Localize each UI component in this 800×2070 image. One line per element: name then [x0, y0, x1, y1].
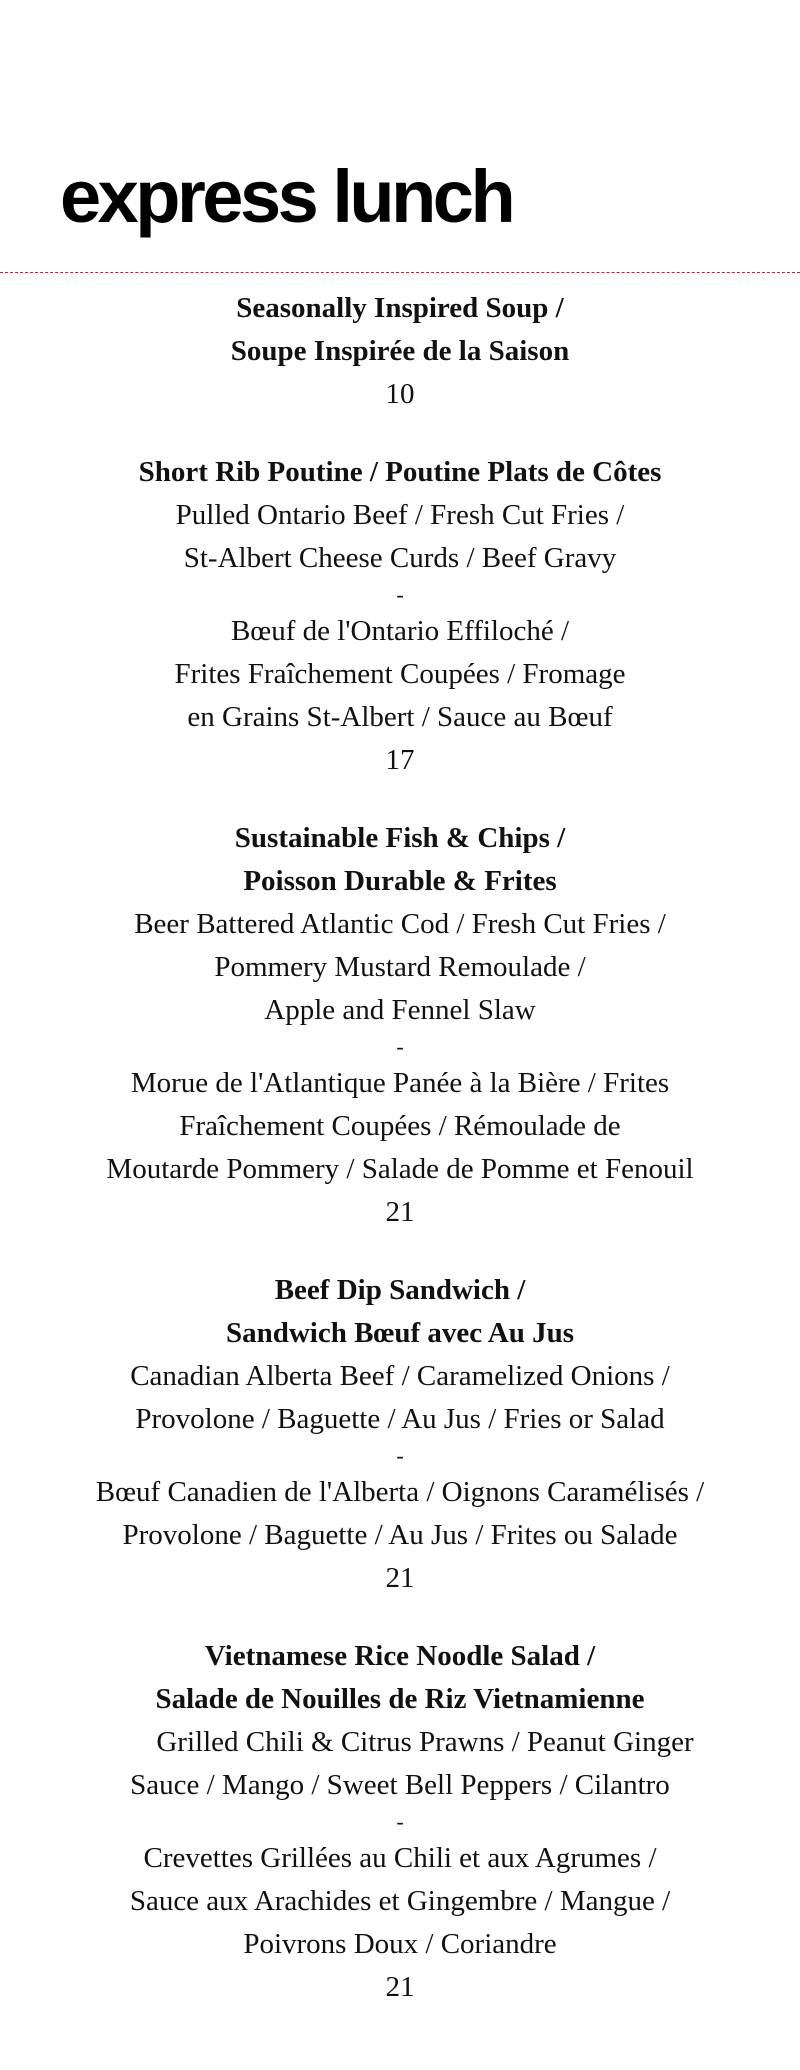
- item-description-en: Pulled Ontario Beef / Fresh Cut Fries /: [175, 499, 625, 531]
- item-description-en: Pommery Mustard Remoulade /: [214, 951, 586, 983]
- item-description-fr: Bœuf de l'Ontario Effiloché /: [230, 615, 570, 647]
- item-name: Seasonally Inspired Soup /: [236, 292, 564, 324]
- menu-title: express lunch: [60, 155, 513, 238]
- item-description-en: St-Albert Cheese Curds / Beef Gravy: [183, 542, 617, 574]
- item-description-en: Grilled Chili & Citrus Prawns / Peanut Ginger: [156, 1726, 694, 1758]
- item-name: Poisson Durable & Frites: [243, 865, 557, 897]
- item-description-fr: Crevettes Grillées au Chili et aux Agrumes /: [143, 1842, 657, 1874]
- menu-item-beef-dip: [0, 1269, 800, 1600]
- item-description-en: Beer Battered Atlantic Cod / Fresh Cut Fries /: [134, 908, 666, 940]
- item-name: Short Rib Poutine / Poutine Plats de Côtes: [138, 456, 662, 488]
- item-description-fr: Bœuf Canadien de l'Alberta / Oignons Caramélisés /: [95, 1476, 705, 1508]
- item-description-fr: en Grains St-Albert / Sauce au Bœuf: [187, 701, 613, 733]
- menu-item-soup: [0, 287, 800, 416]
- item-description-fr: Poivrons Doux / Coriandre: [243, 1928, 557, 1960]
- language-separator: -: [396, 1034, 404, 1059]
- item-description-fr: Fraîchement Coupées / Rémoulade de: [179, 1110, 621, 1142]
- item-description-fr: Frites Fraîchement Coupées / Fromage: [174, 658, 626, 690]
- item-description-fr: Provolone / Baguette / Au Jus / Frites ou Salade: [122, 1519, 678, 1551]
- language-separator: -: [396, 1809, 404, 1834]
- menu-list: [0, 287, 800, 2044]
- item-description-fr: Sauce aux Arachides et Gingembre / Mangue /: [129, 1885, 671, 1917]
- item-name: Soupe Inspirée de la Saison: [230, 335, 570, 367]
- item-price: 21: [385, 1971, 415, 2003]
- item-price: 21: [385, 1562, 415, 1594]
- item-name: Sandwich Bœuf avec Au Jus: [225, 1317, 575, 1349]
- item-description-en: Apple and Fennel Slaw: [264, 994, 536, 1026]
- menu-item-noodle-salad: [0, 1635, 800, 2009]
- dashed-divider: [0, 272, 800, 273]
- item-description-en: Canadian Alberta Beef / Caramelized Onions /: [130, 1360, 670, 1392]
- item-name: Vietnamese Rice Noodle Salad /: [204, 1640, 596, 1672]
- menu-item-poutine: [0, 451, 800, 782]
- item-price: 10: [385, 378, 415, 410]
- item-description-en: Sauce / Mango / Sweet Bell Peppers / Cilantro: [130, 1769, 670, 1801]
- item-price: 21: [385, 1196, 415, 1228]
- item-name: Sustainable Fish & Chips /: [234, 822, 566, 854]
- item-name: Beef Dip Sandwich /: [274, 1274, 526, 1306]
- item-description-en: Provolone / Baguette / Au Jus / Fries or Salad: [135, 1403, 665, 1435]
- language-separator: -: [396, 1443, 404, 1468]
- item-name: Salade de Nouilles de Riz Vietnamienne: [155, 1683, 645, 1715]
- item-description-fr: Morue de l'Atlantique Panée à la Bière / Frites: [130, 1067, 670, 1099]
- item-price: 17: [385, 744, 415, 776]
- menu-item-fish-chips: [0, 817, 800, 1234]
- item-description-fr: Moutarde Pommery / Salade de Pomme et Fenouil: [106, 1153, 694, 1185]
- language-separator: -: [396, 582, 404, 607]
